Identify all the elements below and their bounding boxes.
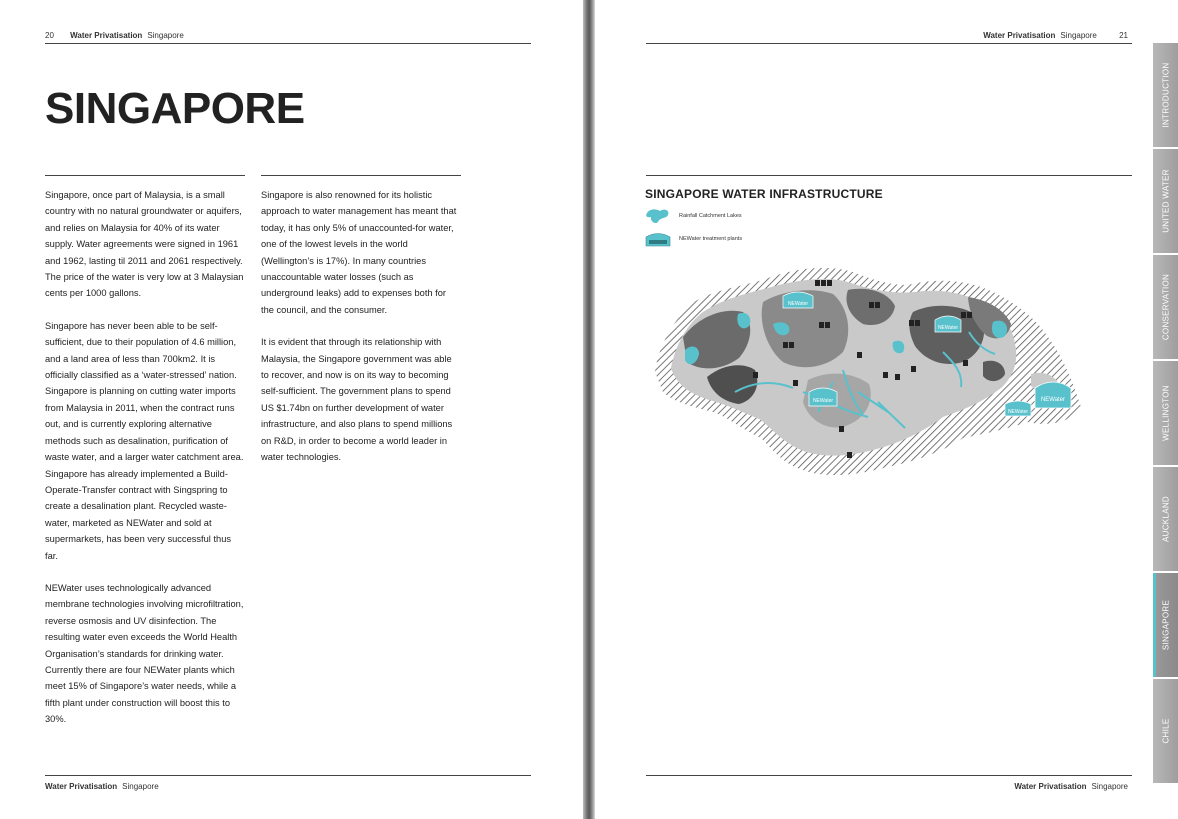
footer-publication: Water Privatisation	[1014, 782, 1087, 791]
legend-label-plants: NEWater treatment plants	[679, 236, 743, 242]
plant-label: NEWater	[1007, 409, 1029, 415]
header-rule-right	[646, 43, 1132, 44]
tab-label: INTRODUCTION	[1161, 62, 1170, 128]
footer-publication: Water Privatisation	[45, 782, 118, 791]
newater-plant	[935, 316, 961, 332]
tab-label: CHILE	[1161, 718, 1170, 744]
section-tabs	[1153, 43, 1178, 785]
plant-label: NEWater	[812, 398, 834, 404]
running-header-right	[983, 31, 1128, 40]
section-name: Singapore	[1060, 31, 1097, 40]
map-rule	[646, 175, 1132, 176]
lake-icon	[645, 207, 671, 225]
paragraph: Singapore is also renowned for its holistic approach to water management has meant that today, it has only 5% of unaccounted-for water, one of the lowest levels in the world (Wellington’s is 17%). In many countries unaccountable water losses (such as underground leaks) add to expenses both for the council, and the consumer.	[261, 190, 457, 315]
plant-label: NEWater	[1040, 397, 1066, 403]
newater-plant	[809, 388, 837, 406]
left-page	[0, 0, 583, 819]
tab-singapore[interactable]	[1153, 573, 1178, 677]
running-footer-left	[45, 782, 159, 791]
publication-title: Water Privatisation	[983, 31, 1056, 40]
tab-united-water[interactable]	[1153, 149, 1178, 253]
publication-title: Water Privatisation	[70, 31, 143, 40]
tab-label: AUCKLAND	[1161, 496, 1170, 542]
tab-introduction[interactable]	[1153, 43, 1178, 147]
tab-wellington[interactable]	[1153, 361, 1178, 465]
footer-rule-right	[646, 775, 1132, 776]
page-title: SINGAPORE	[45, 84, 305, 133]
legend-item-lakes	[645, 207, 742, 225]
tab-label: WELLINGTON	[1161, 385, 1170, 441]
footer-rule-left	[45, 775, 531, 776]
paragraph: Singapore, once part of Malaysia, is a small country with no natural groundwater or aquifers, and relies on Malaysia for 40% of its water supply. Water agreements were signed in 1961 and 1962, lasting til 2011 and 2061 respectively. The price of the water is very low at 3 Malaysian cents per 1000 gallons.	[45, 190, 244, 299]
running-header-left	[45, 31, 184, 40]
newater-plant	[1005, 401, 1031, 416]
section-name: Singapore	[147, 31, 184, 40]
footer-section: Singapore	[122, 782, 159, 791]
map-title: SINGAPORE WATER INFRASTRUCTURE	[645, 187, 883, 201]
plant-label: NEWater	[937, 325, 959, 331]
tab-auckland[interactable]	[1153, 467, 1178, 571]
paragraph: It is evident that through its relationship with Malaysia, the Singapore government was able to recover, and now is on its way to becoming self-sufficient. The government plans to spend US $1.74bn on further development of water infrastructure, and also plans to spend millions on R&D, in order to become a world leader in water technologies.	[261, 337, 453, 463]
header-rule-left	[45, 43, 531, 44]
singapore-map	[643, 262, 1083, 482]
running-footer-right	[1014, 782, 1128, 791]
newater-plant	[1035, 382, 1071, 408]
plant-icon	[645, 231, 671, 247]
plant-label: NEWater	[787, 301, 809, 307]
newater-plant	[783, 292, 813, 308]
tab-conservation[interactable]	[1153, 255, 1178, 359]
legend-label-lakes: Rainfall Catchment Lakes	[679, 213, 742, 219]
body-column-1	[45, 187, 245, 744]
tab-label: UNITED WATER	[1161, 169, 1170, 233]
column-rule-1	[45, 175, 245, 176]
page-number-right: 21	[1119, 31, 1128, 40]
book-gutter	[583, 0, 595, 819]
right-page	[595, 0, 1178, 819]
tab-label: CONSERVATION	[1161, 273, 1170, 341]
tab-chile[interactable]	[1153, 679, 1178, 783]
paragraph: Singapore has never been able to be self-sufficient, due to their population of 4.6 million, and a land area of less than 700km2. It is officially classified as a ‘water-stressed’ nation. Singapore is planning on cutting water imports from Malaysia in 2011, when the contract runs out, and is currently exploring alternative methods such as desalination, purification of waste water, and a larger water catchment area. Singapore has already implemented a Build-Operate-Transfer contract with Singspring to create a desalination plant. Recycled waste-water, marketed as NEWater and sold at supermarkets, has been very successful thus far.	[45, 320, 244, 561]
paragraph: NEWater uses technologically advanced membrane technologies involving microfiltration, reverse osmosis and UV disinfection. The resulting water even exceeds the World Health Organisation’s standards for drinking water. Currently there are four NEWater plants which meet 15% of Singapore’s water needs, while a fifth plant under construction will boost this to 30%.	[45, 582, 244, 725]
footer-section: Singapore	[1091, 782, 1128, 791]
column-rule-2	[261, 175, 461, 176]
legend-item-plants	[645, 231, 742, 247]
page-number-left: 20	[45, 31, 54, 40]
body-column-2	[261, 187, 461, 482]
tab-label: SINGAPORE	[1161, 599, 1170, 651]
